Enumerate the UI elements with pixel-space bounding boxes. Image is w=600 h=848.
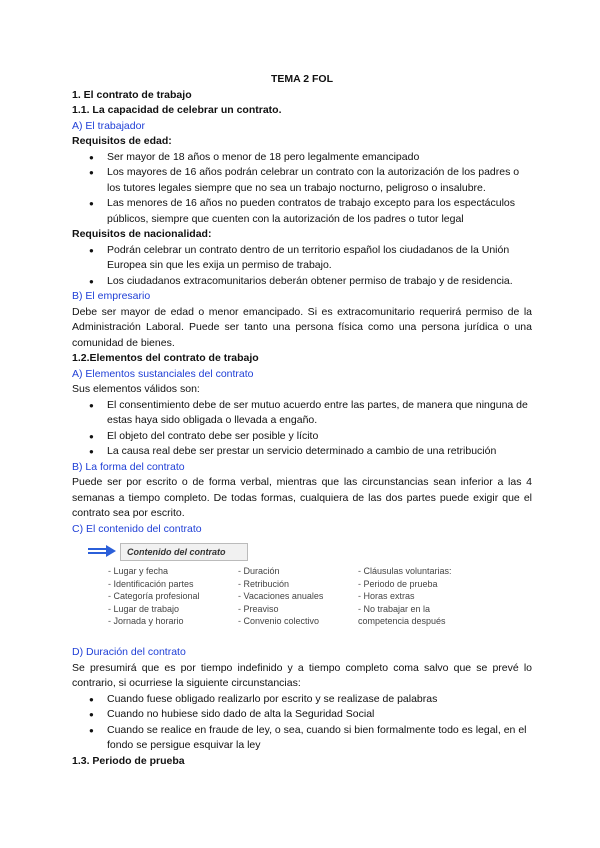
- contenido-col-2: [238, 565, 323, 628]
- list-item: - Periodo de prueba: [358, 578, 452, 591]
- list-item: ● El consentimiento debe de ser mutuo acuerdo entre las partes, de manera que ninguna de estas haya sido obligada o llevada a engaño.: [107, 398, 532, 429]
- list-item: - Jornada y horario: [108, 615, 200, 628]
- document-title: TEMA 2 FOL: [270, 73, 334, 85]
- list-item: - Categoría profesional: [108, 590, 200, 603]
- list-item: - Cláusulas voluntarias:: [358, 565, 452, 578]
- subheading-trabajador: A) El trabajador: [72, 119, 145, 132]
- paragraph-forma: Puede ser por escrito o de forma verbal, mientras que las circunstancias sean inferior a las 4 semanas a tiempo completo. De todas formas, cualquiera de las dos partes puede exigir que el contrato sea por escrito.: [72, 476, 532, 519]
- list-item: ● Ser mayor de 18 años o menor de 18 pero legalmente emancipado: [107, 150, 532, 166]
- list-item: - No trabajar en la: [358, 603, 452, 616]
- list-item: - Lugar de trabajo: [108, 603, 200, 616]
- list-item: ● Los mayores de 16 años podrán celebrar un contrato con la autorización de los padres o los tutores legales siempre que no sea un trabajo nocturno, peligroso o insalubre.: [107, 165, 532, 196]
- list-item: ● Los ciudadanos extracomunitarios deberán obtener permiso de trabajo y de residencia.: [107, 274, 532, 290]
- list-item: ● Podrán celebrar un contrato dentro de un territorio español los ciudadanos de la Unión Europea sin que les exija un permiso de trabajo.: [107, 243, 532, 274]
- contenido-header: Contenido del contrato: [120, 543, 248, 561]
- list-item: - Convenio colectivo: [238, 615, 323, 628]
- subheading-empresario: B) El empresario: [72, 290, 151, 302]
- list-item: - Lugar y fecha: [108, 565, 200, 578]
- list-elementos: [72, 398, 532, 460]
- arrow-right-icon: [88, 545, 116, 557]
- paragraph-elementos-intro: Sus elementos válidos son:: [72, 383, 200, 395]
- subheading-duracion: D) Duración del contrato: [72, 646, 186, 658]
- contenido-col-1: [108, 565, 200, 628]
- paragraph-duracion: Se presumirá que es por tiempo indefinido y a tiempo completo coma salvo que se prevé lo contrario, si ocurriese la siguiente circunstancias:: [72, 661, 532, 689]
- list-item: - Retribución: [238, 578, 323, 591]
- paragraph-empresario: Debe ser mayor de edad o menor emancipado. Si es extracomunitario requerirá permiso de la Administración Laboral. Puede ser tanto una persona física como una persona jurídica o una comunidad de bienes.: [72, 305, 532, 349]
- subheading-contenido: C) El contenido del contrato: [72, 522, 202, 535]
- heading-1: 1. El contrato de trabajo: [72, 88, 192, 101]
- subheading-elementos-sustanciales: A) Elementos sustanciales del contrato: [72, 367, 254, 380]
- list-item: competencia después: [358, 616, 446, 626]
- heading-1-2: 1.2.Elementos del contrato de trabajo: [72, 352, 259, 364]
- heading-1-1: 1.1. La capacidad de celebrar un contrato.: [72, 104, 282, 116]
- heading-1-3: 1.3. Periodo de prueba: [72, 754, 185, 767]
- list-item: ● Cuando se realice en fraude de ley, o sea, cuando si bien formalmente todo es legal, en el fondo se persigue esquivar la ley: [107, 723, 532, 754]
- contenido-col-3: [358, 565, 452, 628]
- list-requisitos-nacionalidad: [72, 243, 532, 290]
- list-item: ● Las menores de 16 años no pueden contratos de trabajo excepto para los espectáculos públicos, siempre que cuenten con la autorización de los padres o tutor legal: [107, 196, 532, 227]
- list-item: - Vacaciones anuales: [238, 590, 323, 603]
- list-item: - Duración: [238, 565, 323, 578]
- heading-requisitos-edad: Requisitos de edad:: [72, 135, 172, 147]
- list-item: ● La causa real debe ser prestar un servicio determinado a cambio de una retribución: [107, 444, 532, 460]
- list-item: - Preaviso: [238, 603, 323, 616]
- list-item: ● Cuando no hubiese sido dado de alta la Seguridad Social: [107, 707, 532, 723]
- heading-requisitos-nacionalidad: Requisitos de nacionalidad:: [72, 228, 212, 240]
- list-item: - Horas extras: [358, 590, 452, 603]
- contenido-contrato-image: [88, 543, 488, 641]
- document-body: [72, 72, 532, 769]
- list-item: - Identificación partes: [108, 578, 200, 591]
- list-item: ● El objeto del contrato debe ser posible y lícito: [107, 429, 532, 445]
- subheading-forma: B) La forma del contrato: [72, 460, 185, 473]
- list-duracion: [72, 692, 532, 754]
- list-item: ● Cuando fuese obligado realizarlo por escrito y se realizase de palabras: [107, 692, 532, 708]
- list-requisitos-edad: [72, 150, 532, 228]
